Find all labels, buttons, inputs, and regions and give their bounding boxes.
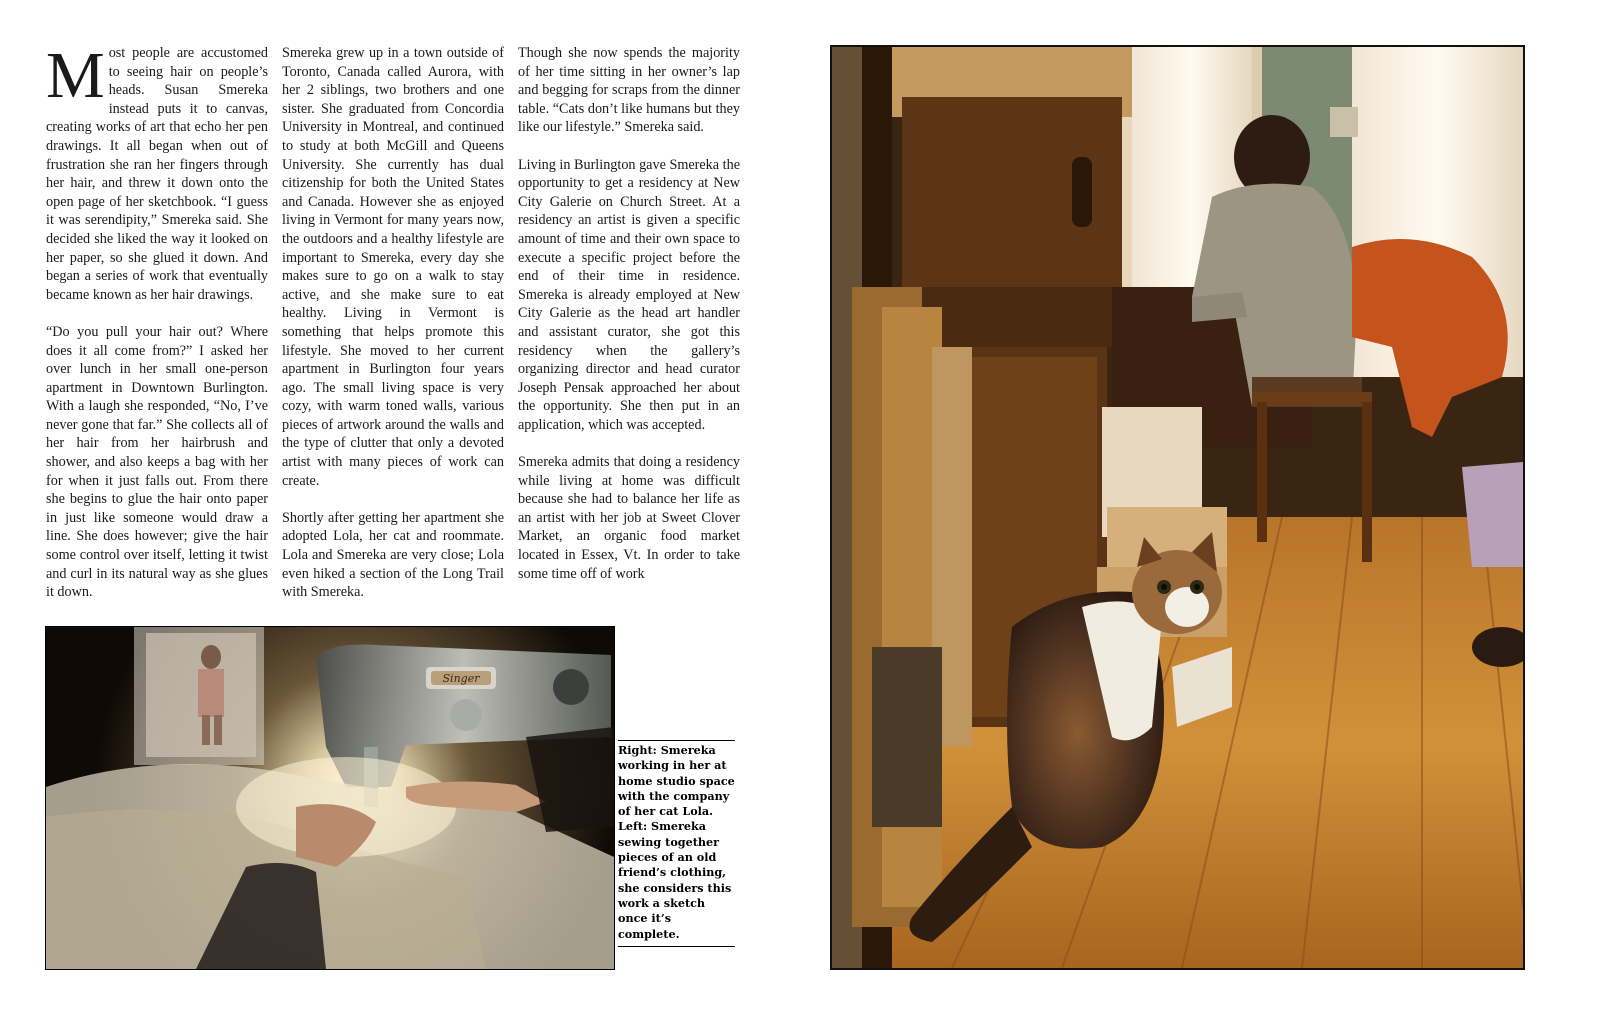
sewing-machine-brand: Singer — [442, 672, 480, 685]
paragraph — [46, 39, 268, 304]
paragraph: Living in Burlington gave Smereka the opportunity to get a residency at New City Galerie on Church Street. At a residency an artist is given a specific amount of time and their own space to execute a specific project before the end of their time in residence. Smereka is already employed at New City Galerie as the head art handler and assistant curator, she got this residency when the gallery’s organizing director and head curator Joseph Pensak approached her about the opportunity. She then put in an application, which was accepted. — [518, 156, 740, 433]
paragraph: Shortly after getting her apartment she adopted Lola, her cat and roommate. Lola and Smereka are very close; Lola even hiked a section of the Long Trail with Smereka. — [282, 509, 504, 601]
sewing-photo — [45, 626, 615, 970]
article-column-2 — [282, 44, 504, 620]
paragraph: Smereka grew up in a town outside of Toronto, Canada called Aurora, with her 2 siblings, two brothers and one sister. She graduated from Concordia University in Montreal, and continued to study at both McGill and Queens University. She currently has dual citizenship for both the United States and Canada. However she as enjoyed living in Vermont for many years now, the outdoors and a healthy lifestyle are important to Smereka, every day she makes sure to go on a walk to stay active, and she make sure to eat healthy. Living in Vermont is something that helps promote this lifestyle. She moved to her current apartment in Burlington four years ago. The small living space is very cozy, with warm toned walls, various pieces of artwork around the walls and the type of clutter that only a devoted artist with many pieces of work can create. — [282, 45, 504, 489]
caption-right: Right: Smereka working in her at home studio space with the company of her cat Lola. — [618, 743, 735, 819]
studio-cat-photo — [830, 45, 1525, 970]
paragraph: Smereka admits that doing a residency while living at home was difficult because she had to balance her life as an artist with her job at Sweet Clover Market, an organic food market located in Essex, Vt. In order to take some time off of work — [518, 454, 740, 582]
paragraph: “Do you pull your hair out? Where does it all come from?” I asked her over lunch in her small one-person apartment in Downtown Burlington. With a laugh she responded, “No, I’ve never gone that far.” She collects all of her hair from her hairbrush and shower, and also keeps a bag with her for when it just falls out. From there she begins to glue the hair onto paper in just like someone would draw a line. She does however; give the hair some control over itself, letting it twist and curl in its natural way as she glues it down. — [46, 323, 268, 601]
article-column-3 — [518, 44, 740, 602]
article-column-1 — [46, 39, 268, 620]
drop-cap: M — [46, 39, 105, 112]
photo-caption — [618, 740, 735, 947]
paragraph: Though she now spends the majority of her time sitting in her owner’s lap and begging for scraps from the dinner table. “Cats don’t like humans but they like our lifestyle.” Smereka said. — [518, 45, 740, 136]
caption-left: Left: Smereka sewing together pieces of an old friend’s clothing, she considers this work a sketch once it’s complete. — [618, 819, 732, 941]
paragraph-text: ost people are accustomed to seeing hair on people’s heads. Susan Smereka instead puts it to canvas, creating works of art that echo her pen drawings. It all began when out of frustration she ran her fingers through her hair, and threw it down onto the open page of her sketchbook. “I guess it was serendipity,” Smereka said. She decided she liked the way it looked on her paper, so she glued it down. And began a series of work that eventually became known as her hair drawings. — [46, 45, 268, 303]
